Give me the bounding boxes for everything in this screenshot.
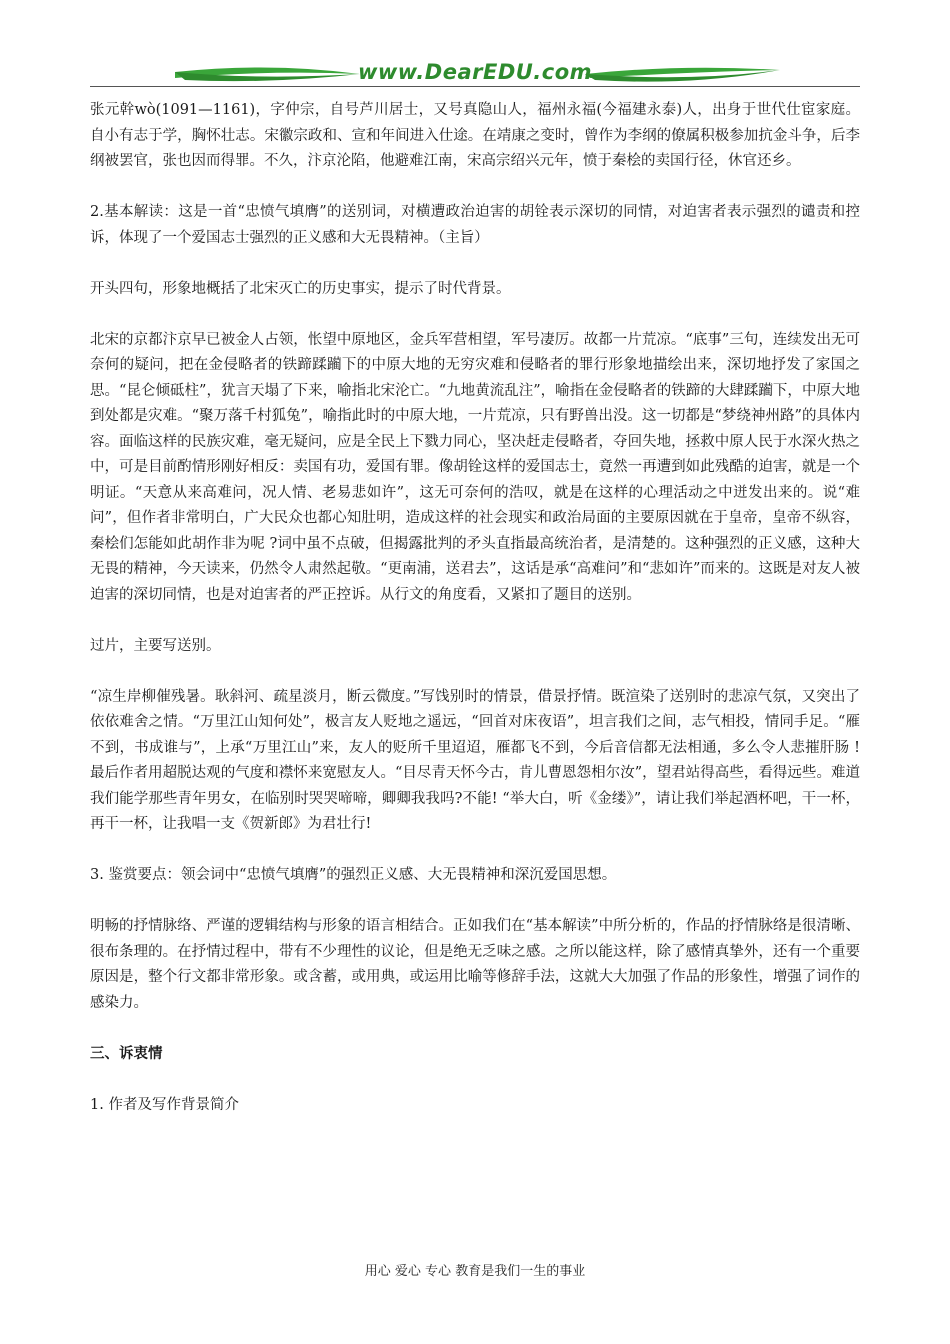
page-footer: 用心 爱心 专心 教育是我们一生的事业 [364,1264,586,1279]
subheading-author-background: 1. 作者及写作背景简介 [90,1096,239,1113]
paragraph-transition: 过片，主要写送别。 [90,637,221,654]
site-header [90,58,860,94]
site-logo-text[interactable]: www.DearEDU.com [357,60,593,84]
paragraph-structure-summary: 明畅的抒情脉络、严谨的逻辑结构与形象的语言相结合。正如我们在“基本解读”中所分析的，作品的抒情脉络是很清晰、很布条理的。在抒情过程中，带有不少理性的议论，但是绝无乏味之感。之所以能这样，除了感情真挚外，还有一个重要原因是，整个行文都非常形象。或含蓄，或用典，或运用比喻等修辞手法，这就大大加强了作品的形象性，增强了词作的感染力。 [90,918,860,1011]
section-heading: 三、诉衷情 [90,1045,163,1062]
paragraph-opening-lines: 开头四句，形象地概括了北宋灭亡的历史事实，提示了时代背景。 [90,280,511,297]
paragraph-appreciation-points: 3. 鉴赏要点：领会词中“忠愤气填膺”的强烈正义感、大无畏精神和深沉爱国思想。 [90,867,617,883]
paragraph-analysis: 北宋的京都汴京早已被金人占领，怅望中原地区，金兵军营相望，军号凄厉。故都一片荒凉。“底事”三句，连续发出无可奈何的疑问，把在金侵略者的铁蹄蹂躏下的中原大地的无穷灾难和侵略者的罪行形象地描绘出来，深切地抒发了家国之思。“昆仑倾砥柱”，犹言天塌了下来，喻指北宋沦亡。“九地黄流乱注”，喻指在金侵略者的铁蹄的大肆蹂躏下，中原大地到处都是灾难。“聚万落千村狐兔”，喻指此时的中原大地，一片荒凉，只有野兽出没。这一切都是“梦绕神州路”的具体内容。面临这样的民族灾难，毫无疑问，应是全民上下戮力同心，坚决赶走侵略者，夺回失地，拯救中原人民于水深火热之中，可是目前酌情形刚好相反：卖国有功，爱国有罪。像胡铨这样的爱国志士，竟然一再遭到如此残酷的迫害，就是一个明证。“天意从来高难问，况人情、老易悲如许”，这无可奈何的浩叹，就是在这样的心理活动之中迸发出来的。说“难问”，但作者非常明白，广大民众也都心知肚明，造成这样的社会现实和政治局面的主要原因就在于皇帝，皇帝不纵容，秦桧们怎能如此胡作非为呢 ?词中虽不点破，但揭露批判的矛头直指最高统治者，是清楚的。这种强烈的正义感，这种大无畏的精神，今天读来，仍然令人肃然起敬。“更南浦，送君去”，这话是承“高难问”和“悲如许”而来的。这既是对友人被迫害的深切同情，也是对迫害者的严正控诉。从行文的角度看，又紧扣了题目的送别。 [90,331,860,603]
paragraph-basic-interpretation: 2.基本解读：这是一首“忠愤气填膺”的送别词，对横遭政治迫害的胡铨表示深切的同情，对迫害者表示强烈的谴责和控诉，体现了一个爱国志士强烈的正义感和大无畏精神。（主旨） [90,204,860,246]
document-body [90,98,860,1144]
paragraph-author-bio: 张元幹wò(1091—1161)，字仲宗，自号芦川居士，又号真隐山人，福州永福(今福建永泰)人，出身于世代仕宦家庭。自小有志于学，胸怀壮志。宋徽宗政和、宣和年间进入仕途。在靖康之变时，曾作为李纲的僚属积极参加抗金斗争，后李纲被罢官，张也因而得罪。不久，汴京沦陷，他避难江南，宋高宗绍兴元年，愤于秦桧的卖国行径，休官还乡。 [90,102,860,169]
paragraph-farewell-scene: “凉生岸柳催残暑。耿斜河、疏星淡月，断云微度。”写饯别时的情景，借景抒情。既渲染了送别时的悲凉气氛，又突出了依依难舍之情。“万里江山知何处”，极言友人贬地之遥远，“回首对床夜语”，坦言我们之间，志气相投，情同手足。“雁不到，书成谁与”，上承“万里江山”来，友人的贬所千里迢迢，雁都飞不到，今后音信都无法相通，多么令人悲摧肝肠 !最后作者用超脱达观的气度和襟怀来宽慰友人。“目尽青天怀今古，肯儿曹恩怨相尔汝”，望君站得高些，看得远些。难道我们能学那些青年男女，在临别时哭哭啼啼，卿卿我我吗?不能! “举大白，听《金缕》”，请让我们举起酒杯吧，干一杯，再干一杯，让我唱一支《贺新郎》为君壮行! [90,688,860,832]
header-divider [90,86,860,87]
